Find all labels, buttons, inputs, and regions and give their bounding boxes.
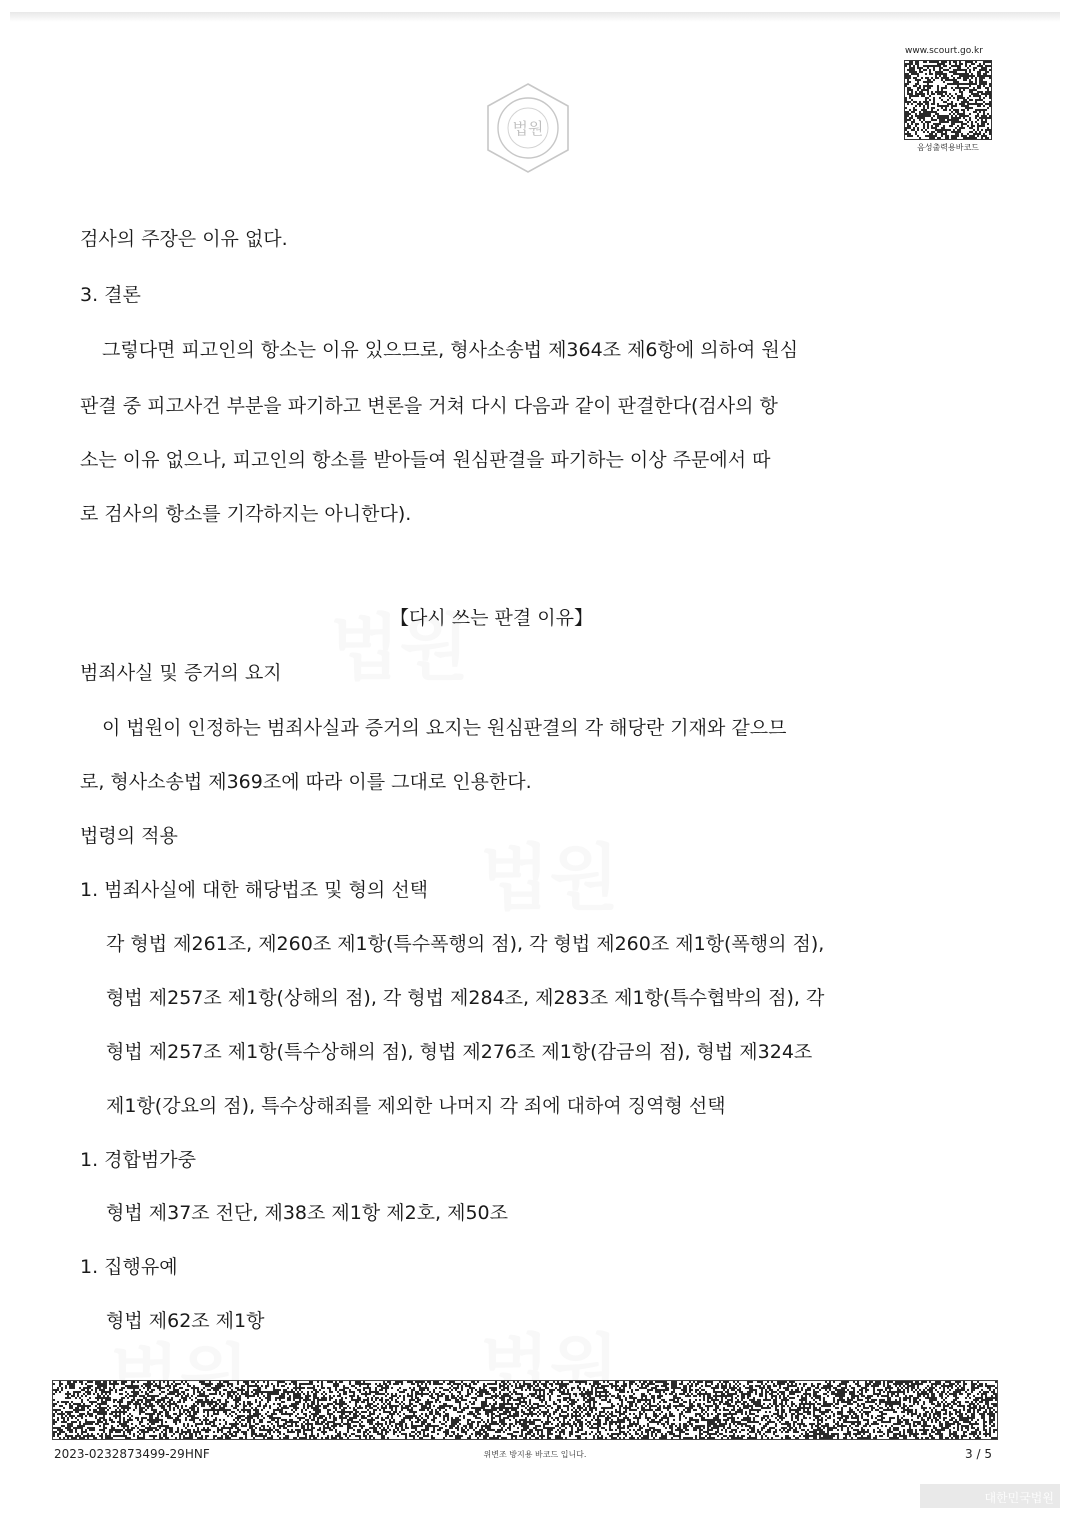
item-title: 1. 경합범가중	[80, 1149, 196, 1171]
barcode-pattern	[905, 61, 992, 140]
paragraph-line: 형법 제37조 전단, 제38조 제1항 제2호, 제50조	[106, 1202, 508, 1224]
paragraph-line: 형법 제257조 제1항(상해의 점), 각 형법 제284조, 제283조 제1항(특수협박의 점), 각	[106, 987, 825, 1009]
paragraph-line: 그렇다면 피고인의 항소는 이유 있으므로, 형사소송법 제364조 제6항에 의하여 원심	[102, 339, 799, 361]
paragraph-line: 각 형법 제261조, 제260조 제1항(특수폭행의 점), 각 형법 제260조 제1항(폭행의 점),	[106, 933, 825, 955]
watermark	[480, 820, 619, 924]
barcode-caption: 음성출력용바코드	[917, 143, 979, 152]
paragraph-line: 로, 형사소송법 제369조에 따라 이를 그대로 인용한다.	[80, 771, 532, 793]
paragraph-line: 형법 제62조 제1항	[106, 1310, 265, 1332]
scan-edge	[10, 12, 1060, 22]
page-number: 3 / 5	[965, 1447, 992, 1461]
heading-facts-evidence: 범죄사실 및 증거의 요지	[80, 662, 282, 684]
voice-output-barcode	[904, 60, 992, 140]
item-title: 1. 집행유예	[80, 1256, 178, 1278]
barcode-pattern	[53, 1381, 998, 1440]
paragraph-line: 소는 이유 없으나, 피고인의 항소를 받아들여 원심판결을 파기하는 이상 주문에서 따	[80, 449, 771, 471]
court-url: www.scourt.go.kr	[905, 46, 983, 56]
paragraph-line: 형법 제257조 제1항(특수상해의 점), 형법 제276조 제1항(감금의 점), 형법 제324조	[106, 1041, 813, 1063]
document-id: 2023-0232873499-29HNF	[54, 1447, 210, 1461]
paragraph-line: 로 검사의 항소를 기각하지는 아니한다).	[80, 503, 412, 525]
section-heading-conclusion: 3. 결론	[80, 284, 141, 306]
seal-text: 법원	[512, 119, 544, 138]
section-title: 【다시 쓰는 판결 이유】	[390, 607, 593, 629]
item-title: 1. 범죄사실에 대한 해당법조 및 형의 선택	[80, 879, 429, 901]
paragraph-line: 제1항(강요의 점), 특수상해죄를 제외한 나머지 각 죄에 대하여 징역형 선택	[106, 1095, 726, 1117]
anti-forgery-barcode	[52, 1380, 998, 1440]
court-seal-icon	[478, 78, 578, 178]
paragraph-line: 판결 중 피고사건 부분을 파기하고 변론을 거쳐 다시 다음과 같이 판결한다(검사의 항	[80, 395, 778, 417]
court-label: 대한민국법원	[984, 1491, 1054, 1505]
paragraph-line: 이 법원이 인정하는 범죄사실과 증거의 요지는 원심판결의 각 해당란 기재와 같으므	[102, 717, 787, 739]
text-line: 검사의 주장은 이유 없다.	[80, 228, 288, 250]
watermark	[330, 590, 469, 694]
barcode-note: 위변조 방지용 바코드 입니다.	[483, 1450, 587, 1459]
heading-application-of-law: 법령의 적용	[80, 825, 178, 847]
